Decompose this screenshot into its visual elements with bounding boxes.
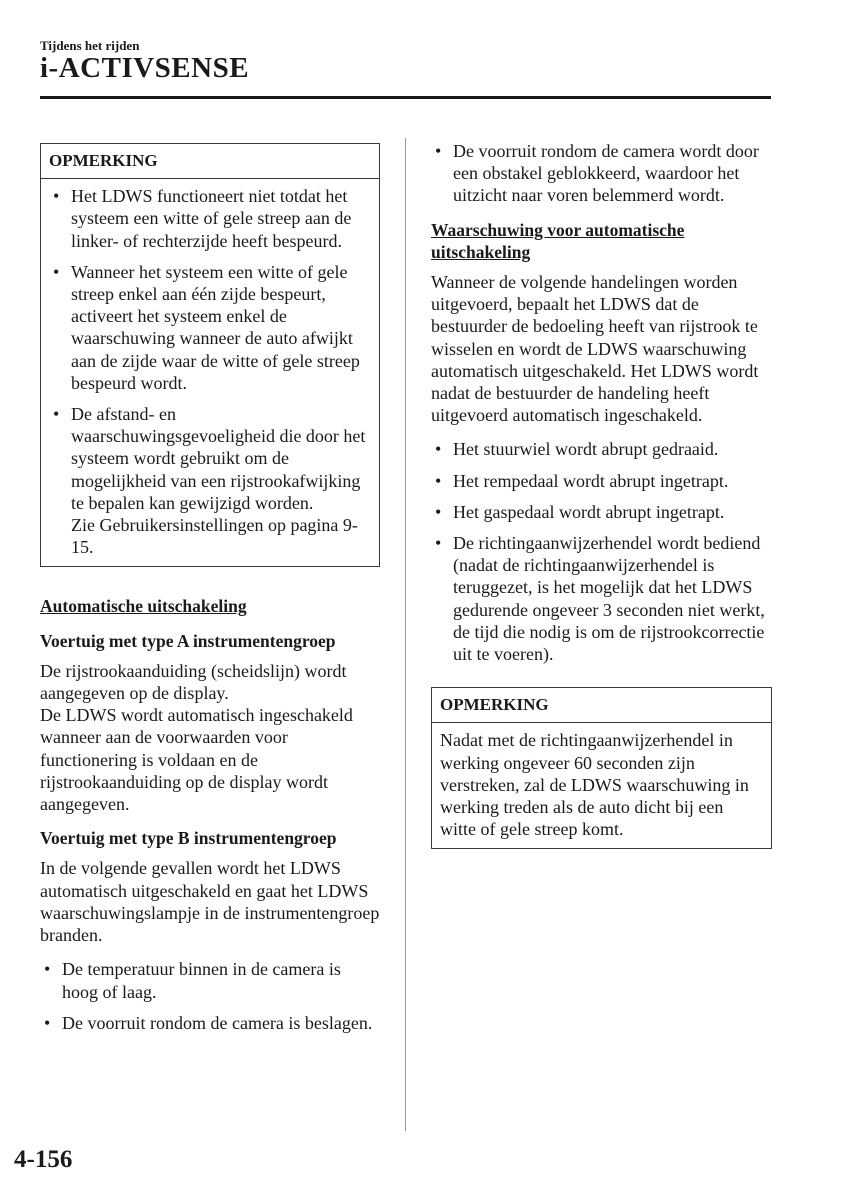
type-a-paragraph-2: De LDWS wordt automatisch ingeschakeld wanneer aan de voorwaarden voor functionering is voldaan en de rijstrookaanduiding op de display wordt aangegeven. — [40, 705, 353, 815]
bullet-icon: • — [435, 533, 442, 554]
bullet-icon: • — [44, 1012, 51, 1033]
bullet-icon: • — [435, 470, 442, 491]
bullet-icon: • — [53, 261, 60, 282]
list-item: • Het stuurwiel wordt abrupt gedraaid. — [435, 439, 719, 460]
list-item: • De temperatuur binnen in de camera is hoog of laag. — [44, 959, 341, 1002]
action-list — [431, 438, 772, 665]
column-divider — [405, 138, 406, 1131]
note-box-left — [40, 143, 380, 567]
list-item: • De voorruit rondom de camera wordt door een obstakel geblokkeerd, waardoor het uitzicht naar voren belemmerd wordt. — [435, 141, 759, 206]
list-item: • De voorruit rondom de camera is beslagen. — [44, 1012, 373, 1033]
note-body — [41, 179, 379, 566]
left-column — [40, 143, 380, 1034]
warning-shutdown-heading: Waarschuwing voor automatische uitschakeling — [431, 219, 685, 262]
section-label: Tijdens het rijden — [40, 38, 140, 53]
bullet-icon: • — [53, 404, 60, 425]
note-list — [49, 185, 371, 558]
list-item: • De richtingaanwijzerhendel wordt bediend (nadat de richtingaanwijzerhendel is teruggezet, is het mogelijk dat het LDWS gedurende ongeveer 3 seconden niet werkt, de tijd die nodig is om de rijstrookcorrectie uit te voeren). — [435, 533, 765, 665]
header-rule — [40, 96, 771, 99]
type-a-heading: Voertuig met type A instrumentengroep — [40, 630, 336, 651]
list-item: • Het rempedaal wordt abrupt ingetrapt. — [435, 470, 729, 491]
type-b-heading: Voertuig met type B instrumentengroep — [40, 828, 337, 849]
note-box-right — [431, 687, 772, 849]
note-heading: OPMERKING — [41, 144, 379, 179]
right-column — [431, 140, 772, 849]
condition-list-continued — [431, 140, 772, 207]
note-item: • De afstand- en waarschuwingsgevoeligheid die door het systeem wordt gebruikt om de mogelijkheid van een rijstrookafwijking te bepalen kan gewijzigd worden. Zie Gebruikersinstellingen op pagina 9-15. — [53, 404, 366, 558]
page-number: 4-156 — [14, 1146, 73, 1173]
list-item: • Het gaspedaal wordt abrupt ingetrapt. — [435, 501, 725, 522]
note-item: • Het LDWS functioneert niet totdat het systeem een witte of gele streep aan de linker- of rechterzijde heeft bespeurd. — [53, 186, 352, 251]
type-b-paragraph: In de volgende gevallen wordt het LDWS automatisch uitgeschakeld en gaat het LDWS waarschuwingslampje in de instrumentengroep branden. — [40, 858, 380, 946]
note-body: Nadat met de richtingaanwijzerhendel in werking ongeveer 60 seconden zijn verstreken, zal de LDWS waarschuwing in werking treden als de auto dicht bij een witte of gele streep komt. — [440, 730, 749, 840]
warning-paragraph: Wanneer de volgende handelingen worden uitgevoerd, bepaalt het LDWS dat de bestuurder de bedoeling heeft van rijstrook te wisselen en wordt de LDWS waarschuwing automatisch uitgeschakeld. Het LDWS wordt nadat de bestuurder de handeling heeft uitgevoerd automatisch ingeschakeld. — [431, 272, 759, 426]
note-item: • Wanneer het systeem een witte of gele streep enkel aan één zijde bespeurt, activeert het systeem enkel de waarschuwing wanneer de auto afwijkt aan de zijde waar de witte of gele streep bespeurd wordt. — [53, 261, 360, 393]
bullet-icon: • — [53, 186, 60, 207]
condition-list — [40, 958, 380, 1034]
bullet-icon: • — [435, 141, 442, 161]
chapter-title: i-ACTIVSENSE — [40, 52, 250, 84]
note-heading: OPMERKING — [432, 688, 771, 723]
bullet-icon: • — [44, 959, 51, 980]
bullet-icon: • — [435, 439, 442, 460]
page-reference: Zie Gebruikersinstellingen op pagina 9-15. — [71, 515, 358, 558]
type-a-paragraph-1: De rijstrookaanduiding (scheidslijn) wordt aangegeven op de display. — [40, 660, 347, 704]
auto-shutdown-heading: Automatische uitschakeling — [40, 596, 247, 617]
bullet-icon: • — [435, 501, 442, 522]
